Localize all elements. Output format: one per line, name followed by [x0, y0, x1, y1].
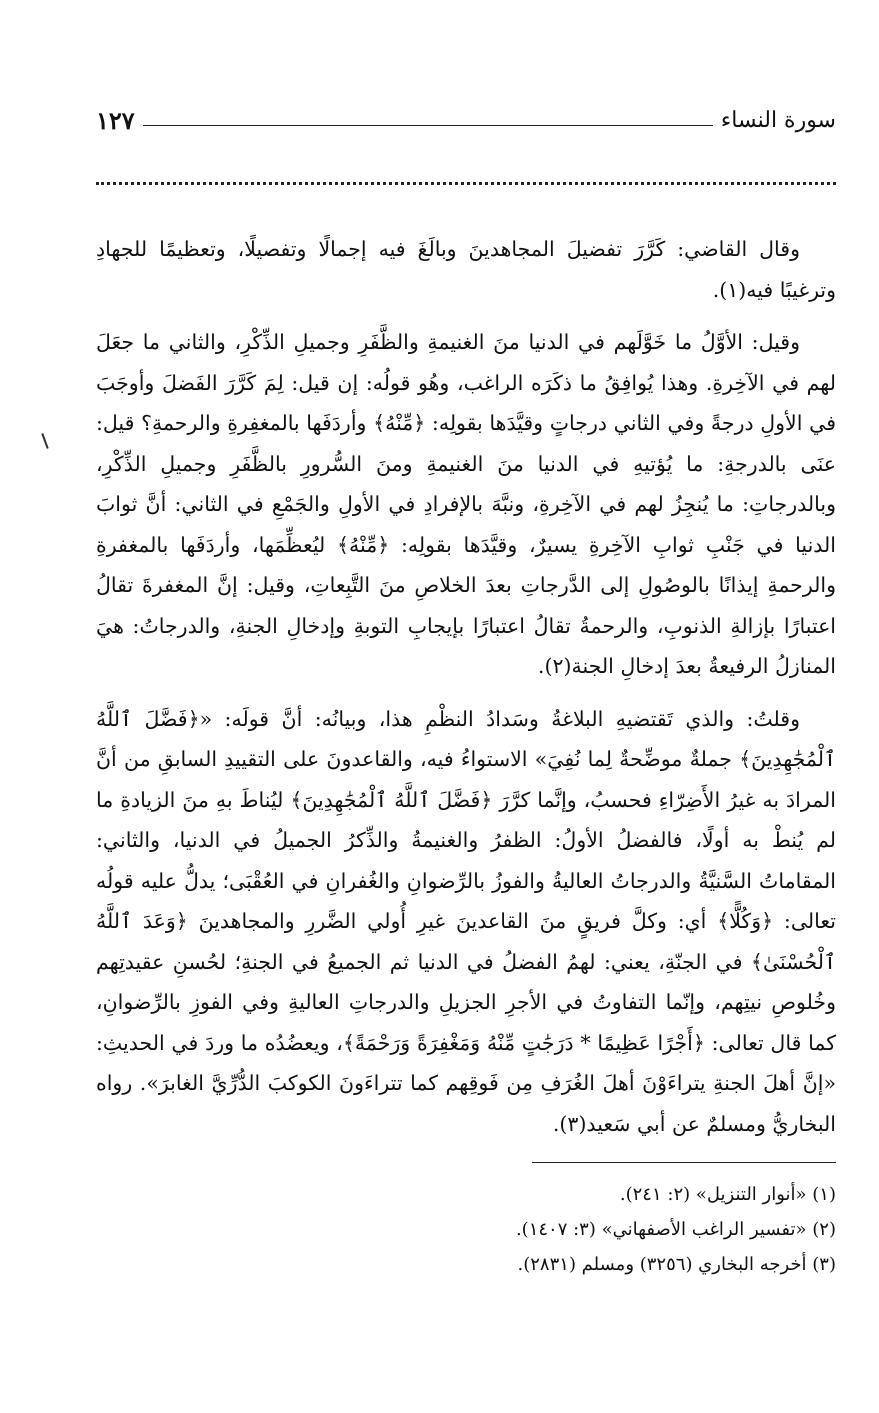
footnote: (٢) «تفسير الراغب الأصفهاني» (٣: ١٤٠٧). — [515, 1219, 836, 1240]
paragraph: وقال القاضي: كَرَّرَ تفضيلَ المجاهدينَ وبالَغَ فيه إجمالًا وتفصيلًا، وتعظيمًا للجهادِ وترغيبًا فيه(١). — [96, 237, 836, 302]
running-header — [96, 100, 836, 140]
footnote: (١) «أنوار التنزيل» (٢: ٢٤١). — [619, 1184, 836, 1205]
paragraph: وقيل: الأوَّلُ ما خَوَّلَهم في الدنيا منَ الغنيمةِ والظَّفَرِ وجميلِ الذِّكْرِ، والثاني ما جعَلَ لهم في الآخِرةِ. وهذا يُوافِقُ ما ذكَرَه الراغب، وهُو قولُه: إن قيل: لِمَ كَرَّرَ الفَضلَ وأوجَبَ في الأولِ درجةً وفي الثاني درجاتٍ وقيَّدَها بقولِه: ﴿مِّنْهُ﴾ وأردَفَها بالمغفِرةِ والرحمةِ؟ قيل: عنَى بالدرجةِ: ما يُؤتيهِ في الدنيا منَ الغنيمةِ ومنَ السُّرورِ بالظَّفَرِ وجميلِ الذِّكْرِ، وبالدرجاتِ: ما يُنجِزُ لهم في الآخِرةِ، ونبَّهَ بالإفرادِ في الأولِ والجَمْعِ في الثاني: أنَّ ثوابَ الدنيا في جَنْبِ ثوابِ الآخِرةِ يسيرٌ، وقيَّدَها بقولِه: ﴿مِّنْهُ﴾ ليُعظِّمَها، وأردَفَها بالمغفرةِ والرحمةِ إيذانًا بالوصُولِ إلى الدَّرجاتِ بعدَ الخلاصِ منَ التَّبِعاتِ، وقيل: إنَّ المغفرةَ تقالُ اعتبارًا بإزالةِ الذنوبِ، والرحمةُ تقالُ اعتبارًا بإيجابِ التوبةِ وإدخالِ الجنةِ، والدرجاتُ: هيَ المنازلُ الرفيعةُ بعدَ إدخالِ الجنة(٢). — [96, 330, 836, 678]
page — [96, 100, 836, 1282]
footnotes — [96, 1177, 836, 1282]
footnote: (٣) أخرجه البخاري (٣٢٥٦) ومسلم (٢٨٣١). — [517, 1254, 836, 1275]
surah-title: سورة النساء — [720, 107, 836, 133]
margin-mark — [41, 433, 48, 449]
main-text — [96, 229, 836, 1144]
header-rule — [143, 125, 713, 126]
paragraph: وقلتُ: والذي تَقتضيهِ البلاغةُ وسَدادُ النظْمِ هذا، وبيانُه: أنَّ قولَه: «﴿فَضَّلَ ٱللَّهُ ٱلْمُجَٰهِدِينَ﴾ جملةٌ موضِّحةٌ لِما نُفِيَ» الاستواءُ فيه، والقاعدونَ على التقييدِ السابقِ من أنَّ المرادَ به غيرُ الأَضِرّاءِ فحسبُ، وإنَّما كرَّرَ ﴿فَضَّلَ ٱللَّهُ ٱلْمُجَٰهِدِينَ﴾ ليُناطَ بهِ منَ الزيادةِ ما لم يُنطْ به أولًا، فالفضلُ الأولُ: الظفرُ والغنيمةُ والذِّكرُ الجميلُ في الدنيا، والثاني: المقاماتُ السَّنيَّةُ والدرجاتُ العاليةُ والفوزُ بالرِّضوانِ والغُفرانِ في العُقْبَى؛ يدلُّ عليه قولُه تعالى: ﴿وَكُلًّا﴾ أي: وكلَّ فريقٍ منَ القاعدينَ غيرِ أُولي الضَّررِ والمجاهدينَ ﴿وَعَدَ ٱللَّهُ ٱلْحُسْنَىٰ﴾ في الجنّةِ، يعني: لهمُ الفضلُ في الدنيا ثم الجميعُ في الجنةِ؛ لحُسنِ عقيدتِهم وخُلوصِ نيتِهم، وإنّما التفاوتُ في الأجرِ الجزيلِ والدرجاتِ العاليةِ وفي الفوزِ بالرِّضوانِ، كما قال تعالى: ﴿أَجْرًا عَظِيمًا * دَرَجَٰتٍ مِّنْهُ وَمَغْفِرَةً وَرَحْمَةً﴾، ويعضُدُه ما وردَ في الحديثِ: «إنَّ أهلَ الجنةِ يتراءَوْنَ أهلَ الغُرَفِ مِن فَوقِهم كما تتراءَونَ الكوكبَ الدُّرِّيَّ الغابرَ». رواه البخاريُّ ومسلمٌ عن أبي سَعيد(٣). — [96, 706, 836, 1136]
footnote-separator — [532, 1162, 836, 1163]
dotted-separator — [96, 172, 836, 185]
page-number: ١٢٧ — [96, 105, 135, 135]
